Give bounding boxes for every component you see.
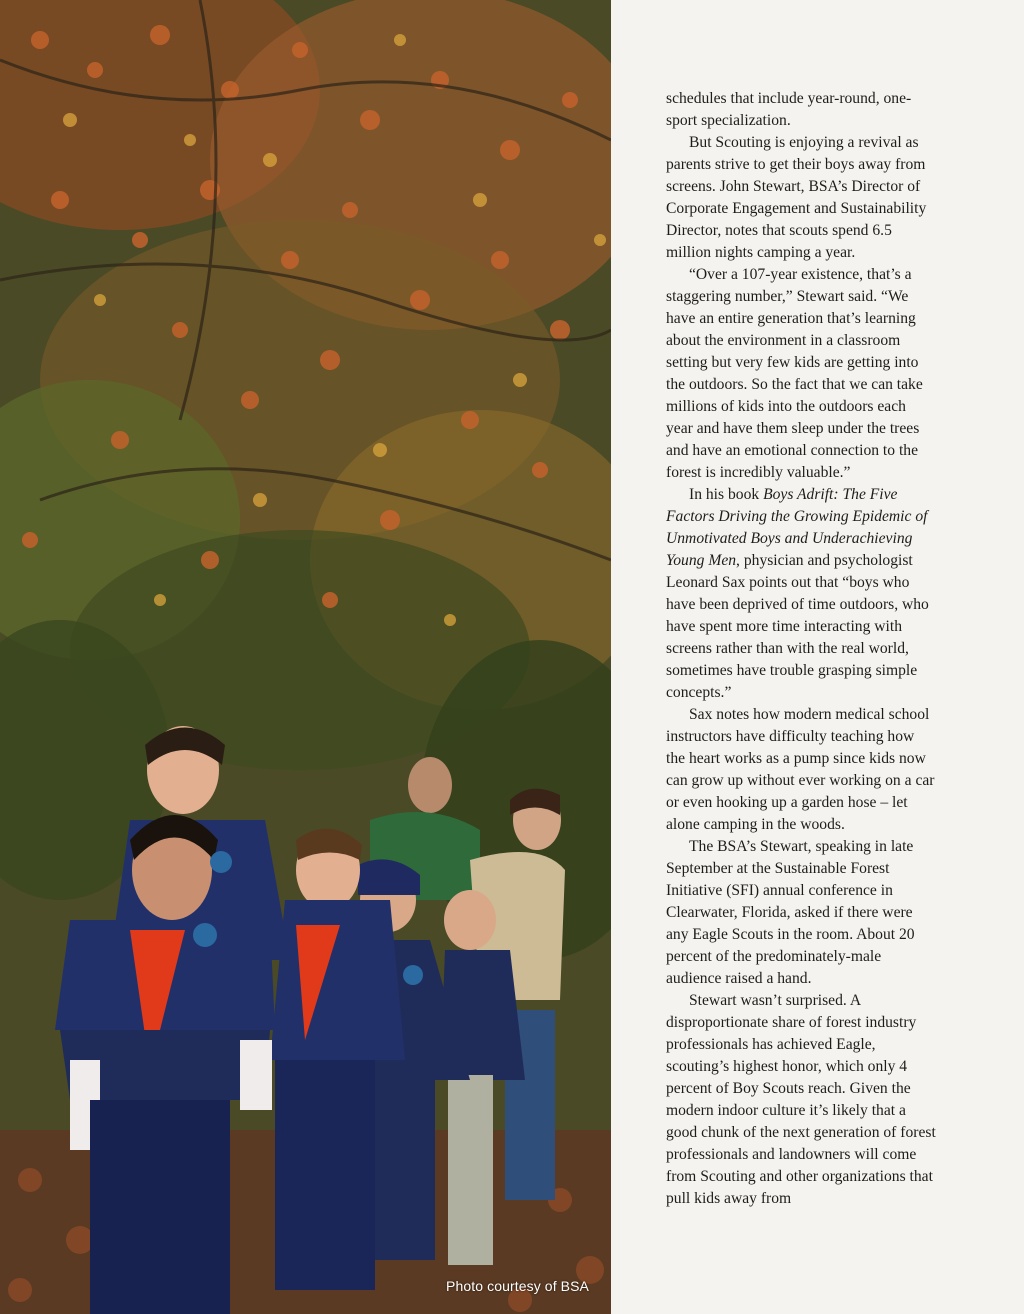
paragraph-book-mention (666, 484, 936, 704)
paragraph: Stewart wasn’t surprised. A disproportionate share of forest industry professionals has achieved Eagle, scouting’s highest honor, which only 4 percent of Boy Scouts reach. Given the modern indoor culture it’s likely that a good chunk of the next generation of forest professionals and landowners will come from Scouting and other organizations that pull kids away from (666, 992, 936, 1207)
paragraph: The BSA’s Stewart, speaking in late September at the Sustainable Forest Initiative (SFI) annual conference in Clearwater, Florida, asked if there were any Eagle Scouts in the room. About 20 percent of the predominately-male audience raised a hand. (666, 838, 915, 987)
book-title: Boys Adrift: The Five Factors Driving the Growing Epidemic of Unmotivated Boys and Underachieving Young Men (666, 486, 928, 569)
paragraph: But Scouting is enjoying a revival as parents strive to get their boys away from screens. John Stewart, BSA’s Director of Corporate Engagement and Sustainability Director, notes that scouts spend 6.5 million nights camping a year. (666, 134, 927, 261)
photo-credit: Photo courtesy of BSA (446, 1278, 589, 1294)
paragraph: “Over a 107-year existence, that’s a staggering number,” Stewart said. “We have an entire generation that’s learning about the environment in a classroom setting but very few kids are getting into the outdoors. So the fact that we can take millions of kids into the outdoors each year and have them sleep under the trees and have an emotional connection to the forest is incredibly valuable.” (666, 266, 923, 481)
paragraph-text: , physician and psychologist Leonard Sax points out that “boys who have been deprived of time outdoors, who have spent more time interacting with screens rather than with the real world, sometimes have trouble grasping simple concepts.” (666, 552, 929, 701)
article-body (666, 88, 936, 1210)
paragraph: schedules that include year-round, one-sport specialization. (666, 90, 912, 129)
paragraph: Sax notes how modern medical school instructors have difficulty teaching how the heart works as a pump since kids now can grow up without ever working on a car or even hooking up a garden hose – let alone camping in the woods. (666, 706, 935, 833)
paragraph-text: In his book (689, 486, 764, 503)
